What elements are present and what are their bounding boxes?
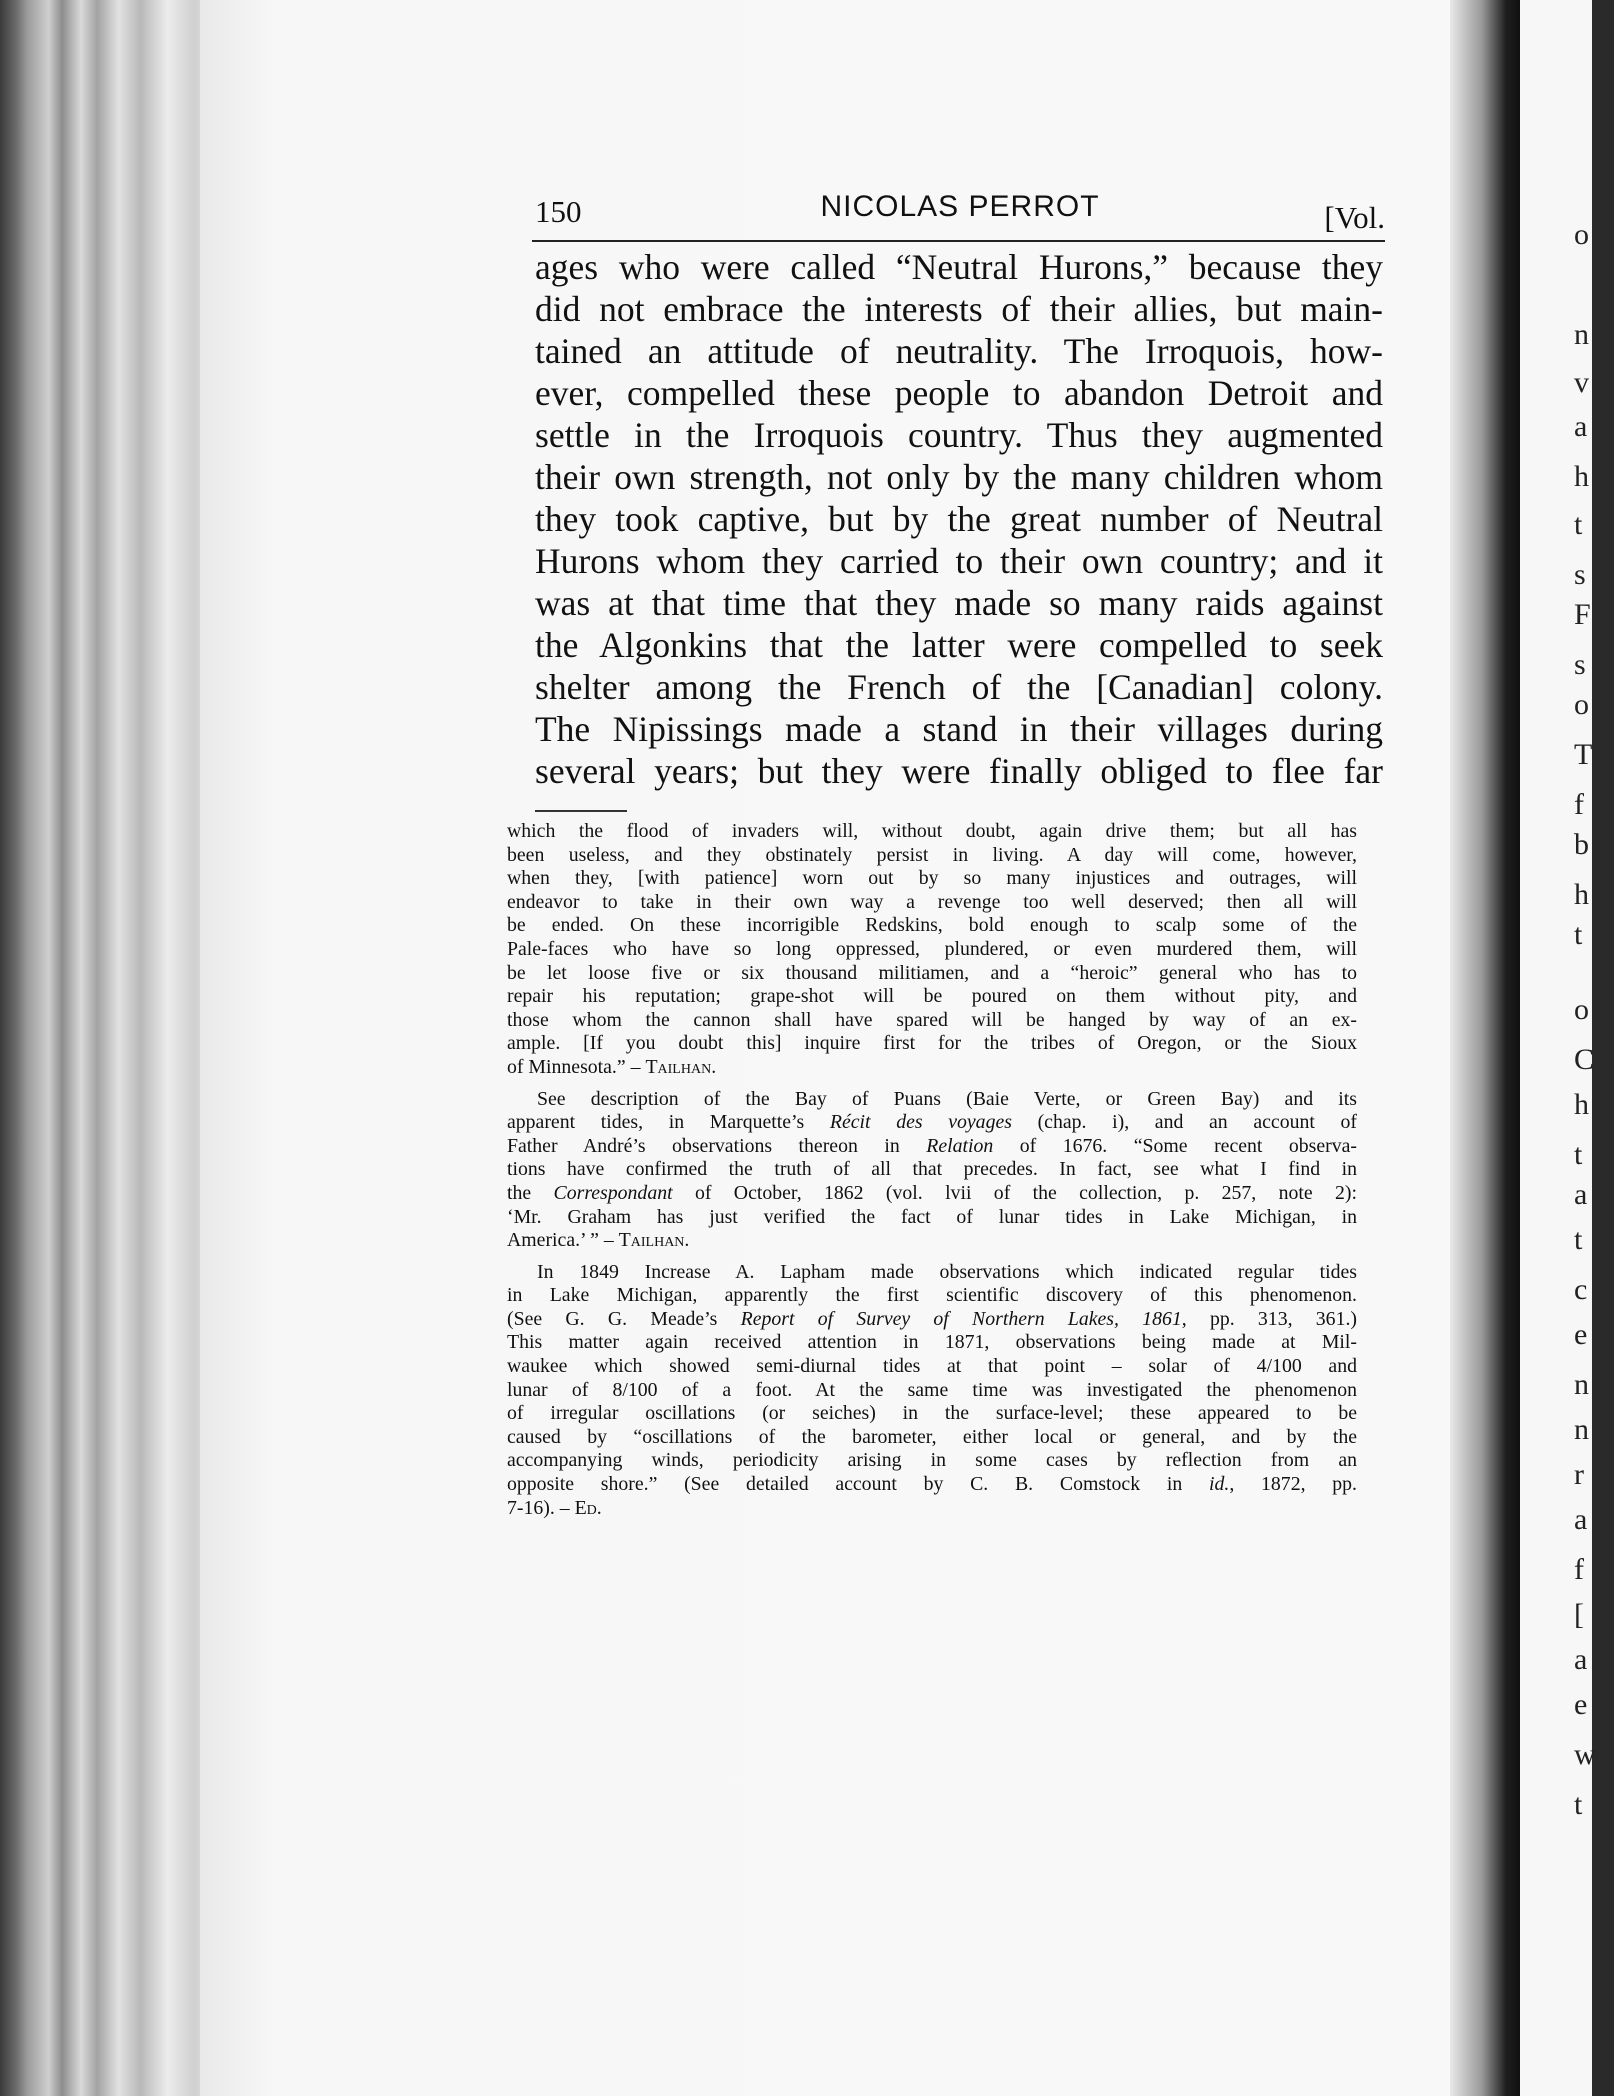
- footnote-line: of irregular oscillations (or seiches) in the surface-level; these appeared to be: [507, 1402, 1357, 1425]
- right-page-fragment: n: [1574, 1368, 1589, 1401]
- footnote-text: , 1872, pp.: [1229, 1473, 1357, 1496]
- right-page-fragment: s: [1574, 648, 1586, 681]
- footnote-line: caused by “oscillations of the barometer, either local or general, and by the: [507, 1425, 1357, 1448]
- footnote-line: those whom the cannon shall have spared will be hanged by way of an ex-: [507, 1008, 1357, 1031]
- footnotes: [507, 820, 1357, 1520]
- footnote-line: [507, 1497, 1357, 1521]
- right-page-fragment: n: [1574, 1413, 1589, 1446]
- footnote-line: ‘Mr. Graham has just verified the fact of lunar tides in Lake Michigan, in: [507, 1205, 1357, 1228]
- footnote-text: Father André’s observations thereon in: [507, 1134, 927, 1157]
- right-page-fragment: b: [1574, 828, 1589, 861]
- footnote-line: be let loose five or six thousand militiamen, and a “heroic” general who has to: [507, 961, 1357, 984]
- footnote-signature: Tailhan.: [618, 1229, 690, 1252]
- footnote-italic: Récit des voyages: [829, 1111, 1012, 1134]
- header-rule: [532, 240, 1385, 242]
- right-page-fragment: a: [1574, 1503, 1588, 1536]
- footnote-bay-of-puans: [507, 1088, 1357, 1253]
- footnote-line: in Lake Michigan, apparently the first scientific discovery of this phenomenon.: [507, 1284, 1357, 1307]
- right-page-fragment: t: [1574, 918, 1583, 951]
- right-page-fragment: o: [1574, 688, 1589, 721]
- right-page-fragment: t: [1574, 508, 1583, 541]
- footnote-line: In 1849 Increase A. Lapham made observations which indicated regular tides: [537, 1260, 1357, 1283]
- footnote-line: This matter again received attention in 1871, observations being made at Mil-: [507, 1331, 1357, 1354]
- right-page-fragment: a: [1574, 1643, 1588, 1676]
- page-header: [535, 190, 1385, 240]
- right-page-fragment: w: [1574, 1738, 1596, 1771]
- footnote-signature: Tailhan.: [645, 1055, 717, 1078]
- right-page-fragment: a: [1574, 410, 1588, 443]
- volume-mark: [Vol.: [1324, 200, 1385, 235]
- right-page-fragment: n: [1574, 318, 1589, 351]
- footnote-line: repair his reputation; grape-shot will be poured on them without pity, and: [507, 985, 1357, 1008]
- footnote-text: opposite shore.” (See detailed account by C. B. Comstock in: [507, 1473, 1209, 1496]
- footnote-line: [507, 1229, 1357, 1253]
- right-page-fragment: s: [1574, 558, 1586, 591]
- footnote-lapham: [507, 1261, 1357, 1521]
- footnote-line: ample. [If you doubt this] inquire first for the tribes of Oregon, or the Sioux: [507, 1032, 1357, 1055]
- right-page-fragment: f: [1574, 1553, 1584, 1586]
- body-line: their own strength, not only by the many children whom: [535, 457, 1383, 497]
- footnote-text: apparent tides, in Marquette’s: [507, 1111, 830, 1134]
- footnote-line: [507, 1308, 1357, 1332]
- body-text: [535, 246, 1383, 792]
- right-page-fragment: v: [1574, 366, 1589, 399]
- right-page-fragment: [: [1574, 1598, 1584, 1631]
- right-page-fragment: h: [1574, 460, 1589, 493]
- footnote-text: (See G. G. Meade’s: [507, 1307, 741, 1330]
- footnote-text: (chap. i), and an account of: [1011, 1111, 1357, 1134]
- right-page-fragment: T: [1574, 738, 1593, 771]
- running-title: NICOLAS PERROT: [820, 190, 1100, 223]
- footnote-line: lunar of 8/100 of a foot. At the same time was investigated the phenomenon: [507, 1378, 1357, 1401]
- body-line: tained an attitude of neutrality. The Irroquois, how-: [535, 331, 1383, 371]
- right-page-fragment: r: [1574, 1458, 1584, 1491]
- body-line: The Nipissings made a stand in their villages during: [535, 709, 1383, 749]
- body-line: shelter among the French of the [Canadian] colony.: [535, 667, 1383, 707]
- footnote-italic: Relation: [926, 1134, 994, 1157]
- footnote-signature: Ed.: [574, 1496, 602, 1519]
- right-page-fragment: o: [1574, 218, 1589, 251]
- footnote-line: [507, 1111, 1357, 1135]
- footnote-text: of 1676. “Some recent observa-: [993, 1134, 1357, 1157]
- body-line: Hurons whom they carried to their own country; and it: [535, 541, 1383, 581]
- right-page-fragment: h: [1574, 878, 1589, 911]
- body-line: did not embrace the interests of their allies, but main-: [535, 289, 1383, 329]
- right-page-fragment: C: [1574, 1043, 1595, 1076]
- right-page-fragment: e: [1574, 1688, 1588, 1721]
- footnote-text: of October, 1862 (vol. lvii of the collection, p. 257, note 2):: [672, 1181, 1357, 1204]
- footnote-line: been useless, and they obstinately persist in living. A day will come, however,: [507, 843, 1357, 866]
- book-gutter: [1450, 0, 1520, 2096]
- footnote-line: tions have confirmed the truth of all that precedes. In fact, see what I find in: [507, 1158, 1357, 1181]
- footnote-text: America.’ ” –: [507, 1229, 619, 1252]
- footnote-continued: [507, 820, 1357, 1080]
- body-line: was at that time that they made so many raids against: [535, 583, 1383, 623]
- right-page-fragment: h: [1574, 1088, 1589, 1121]
- body-line: settle in the Irroquois country. Thus they augmented: [535, 415, 1383, 455]
- right-page-fragment: t: [1574, 1223, 1583, 1256]
- right-page-fragment: f: [1574, 788, 1584, 821]
- right-page-fragment: F: [1574, 598, 1591, 631]
- footnote-italic: Report of Survey of Northern Lakes, 1861: [740, 1307, 1182, 1330]
- footnote-text: , pp. 313, 361.): [1181, 1307, 1357, 1330]
- right-page-fragment: t: [1574, 1788, 1583, 1821]
- right-page-fragment: e: [1574, 1318, 1588, 1351]
- footnote-line: which the flood of invaders will, without doubt, again drive them; but all has: [507, 820, 1357, 842]
- footnote-line: waukee which showed semi-diurnal tides at that point – solar of 4/100 and: [507, 1355, 1357, 1378]
- footnote-line: be ended. On these incorrigible Redskins, bold enough to scalp some of the: [507, 914, 1357, 937]
- footnote-text: 7-16). –: [507, 1496, 575, 1519]
- footnote-rule: [535, 810, 627, 812]
- footnote-line: when they, [with patience] worn out by so many injustices and outrages, will: [507, 867, 1357, 890]
- footnote-line: endeavor to take in their own way a revenge too well deserved; then all will: [507, 890, 1357, 913]
- body-line: they took captive, but by the great number of Neutral: [535, 499, 1383, 539]
- footnote-line: [507, 1182, 1357, 1206]
- body-line: ages who were called “Neutral Hurons,” because they: [535, 247, 1383, 287]
- footnote-line: [507, 1056, 1357, 1080]
- footnote-italic: Correspondant: [553, 1181, 673, 1204]
- body-line: ever, compelled these people to abandon Detroit and: [535, 373, 1383, 413]
- footnote-line: [507, 1473, 1357, 1497]
- right-page-fragment: c: [1574, 1273, 1588, 1306]
- page-number: 150: [535, 194, 582, 229]
- footnote-text: of Minnesota.” –: [507, 1055, 646, 1078]
- footnote-text: the: [507, 1181, 554, 1204]
- body-line: several years; but they were finally obliged to flee far: [535, 751, 1383, 791]
- right-page-fragment: o: [1574, 993, 1589, 1026]
- right-page-fragment: a: [1574, 1178, 1588, 1211]
- right-page: [1520, 0, 1596, 2096]
- footnote-line: [507, 1135, 1357, 1159]
- footnote-line: See description of the Bay of Puans (Baie Verte, or Green Bay) and its: [537, 1087, 1357, 1110]
- footnote-line: Pale-faces who have so long oppressed, plundered, or even murdered them, will: [507, 937, 1357, 960]
- footnote-line: accompanying winds, periodicity arising in some cases by reflection from an: [507, 1449, 1357, 1472]
- body-line: the Algonkins that the latter were compelled to seek: [535, 625, 1383, 665]
- footnote-italic: id.: [1208, 1473, 1230, 1496]
- right-page-fragment: t: [1574, 1138, 1583, 1171]
